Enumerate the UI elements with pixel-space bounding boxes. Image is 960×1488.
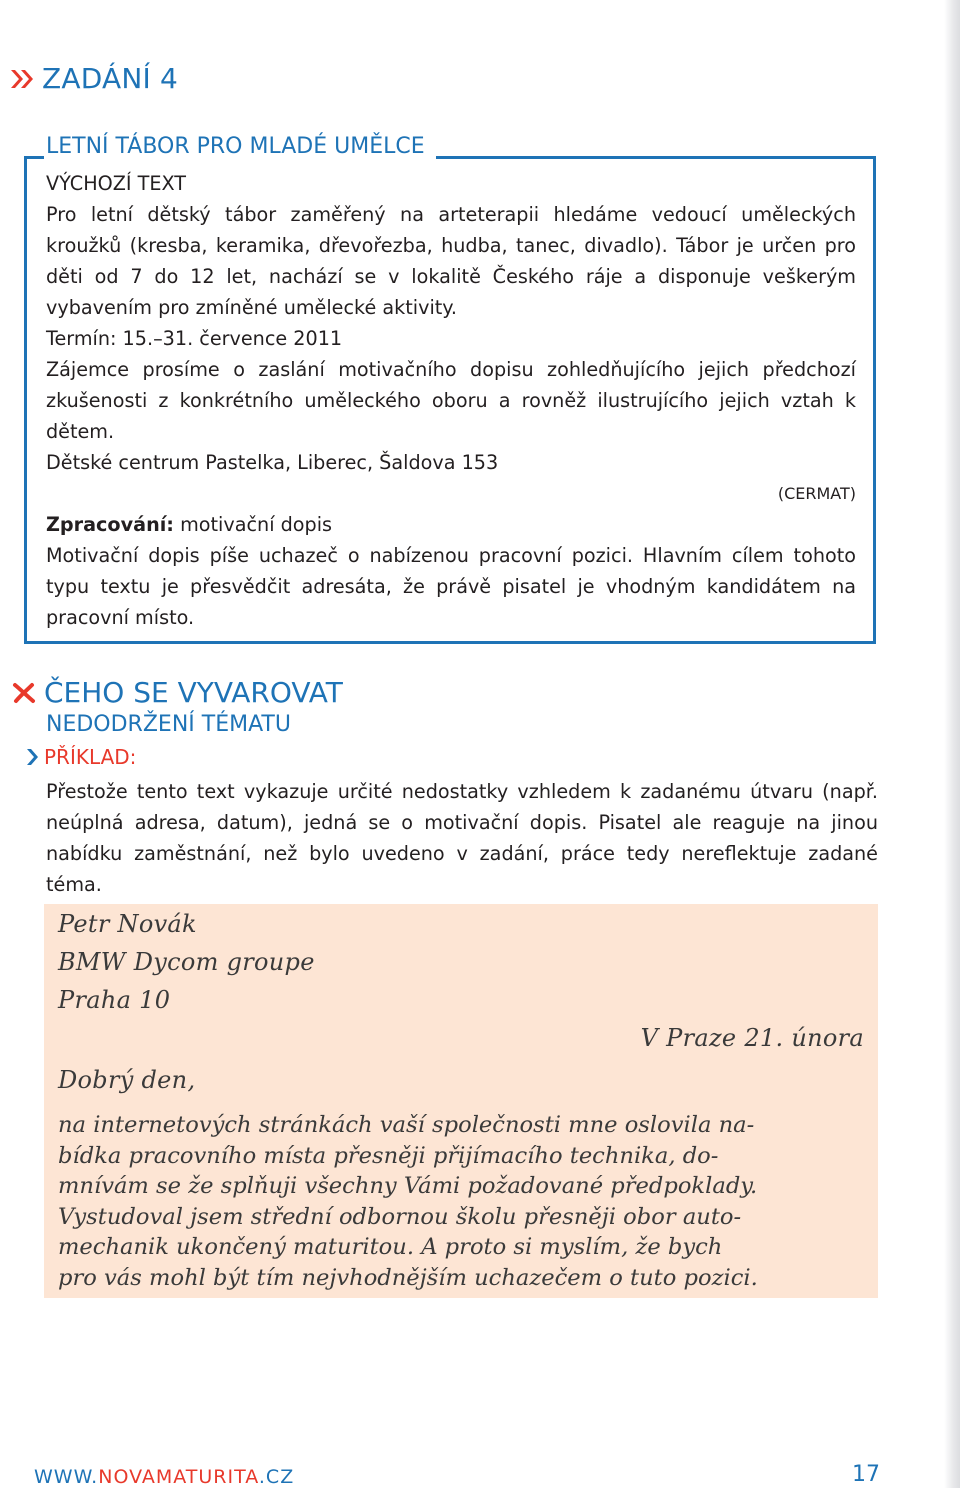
term-line: Termín: 15.–31. července 2011 [46, 327, 343, 350]
source-paragraph-2: Zájemce prosíme o zaslání motivačního dopisu zohledňujícího jejich předchozí zkušenosti z konkrétního uměleckého oboru a rovněž ilustrujícího jejich vztah k dětem. [46, 358, 856, 443]
double-chevron-icon [10, 68, 36, 90]
avoid-heading [12, 676, 343, 709]
address-line: Dětské centrum Pastelka, Liberec, Šaldova 153 [46, 451, 499, 474]
letter-city: Praha 10 [58, 986, 171, 1014]
box-top-border-left [24, 156, 44, 159]
processing-line [46, 509, 856, 540]
assignment-title: ZADÁNÍ 4 [42, 62, 179, 95]
letter-company: BMW Dycom groupe [58, 948, 315, 976]
box-top-border-right [436, 156, 876, 159]
avoid-subtitle: NEDODRŽENÍ TÉMATU [46, 712, 291, 737]
chevron-icon [26, 748, 38, 766]
letter-body: na internetových stránkách vaší společnosti mne oslovila na- bídka pracovního místa přesněji přijímacího technika, do- mnívám se že splňuji všechny Vámi požadované předpoklady. Vystudoval jsem střední odbornou školu přesněji obor auto- mechanik ukončený maturitou. A proto si myslím, že bych pro vás mohl být tím nejvhodnějším uchazečem o tuto pozici. [58, 1112, 758, 1291]
example-label [26, 745, 136, 769]
page-number: 17 [852, 1462, 880, 1487]
processing-label: Zpracování: [46, 513, 174, 536]
box-left-border [24, 156, 27, 642]
assignment-heading [10, 62, 178, 95]
cross-icon [12, 682, 36, 704]
example-label-text: PŘÍKLAD: [44, 745, 137, 769]
letter-date: V Praze 21. února [640, 1024, 864, 1052]
box-content [46, 168, 856, 633]
letter-sample [44, 904, 878, 1298]
footer-url[interactable]: WWW.NOVAMATURITA.CZ [34, 1466, 295, 1488]
avoid-title: ČEHO SE VYVAROVAT [44, 676, 343, 709]
citation: (CERMAT) [777, 484, 856, 503]
example-intro: Přestože tento text vykazuje určité nedostatky vzhledem k zadanému útvaru (např. neúplná adresa, datum), jedná se o motivační dopis. Pisatel ale reaguje na jinou nabídku zaměstnání, než bylo uvedeno v zadání, práce tedy nereflektuje zadané téma. [46, 780, 878, 896]
box-title: LETNÍ TÁBOR PRO MLADÉ UMĚLCE [44, 134, 431, 159]
source-label: VÝCHOZÍ TEXT [46, 172, 186, 195]
description-paragraph: Motivační dopis píše uchazeč o nabízenou pracovní pozici. Hlavním cílem tohoto typu textu je přesvědčit adresáta, že právě pisatel je vhodným kandidátem na pracovní místo. [46, 544, 856, 629]
page-edge-shadow [944, 0, 960, 1488]
letter-name: Petr Novák [58, 910, 197, 938]
processing-value: motivační dopis [173, 513, 333, 536]
source-paragraph-1: Pro letní dětský tábor zaměřený na arteterapii hledáme vedoucí uměleckých kroužků (kresba, keramika, dřevořezba, hudba, tanec, divadlo). Tábor je určen pro děti od 7 do 12 let, nachází se v lokalitě Českého ráje a disponuje veškerým vybavením pro zmíněné umělecké aktivity. [46, 203, 856, 319]
letter-greeting: Dobrý den, [58, 1066, 196, 1094]
